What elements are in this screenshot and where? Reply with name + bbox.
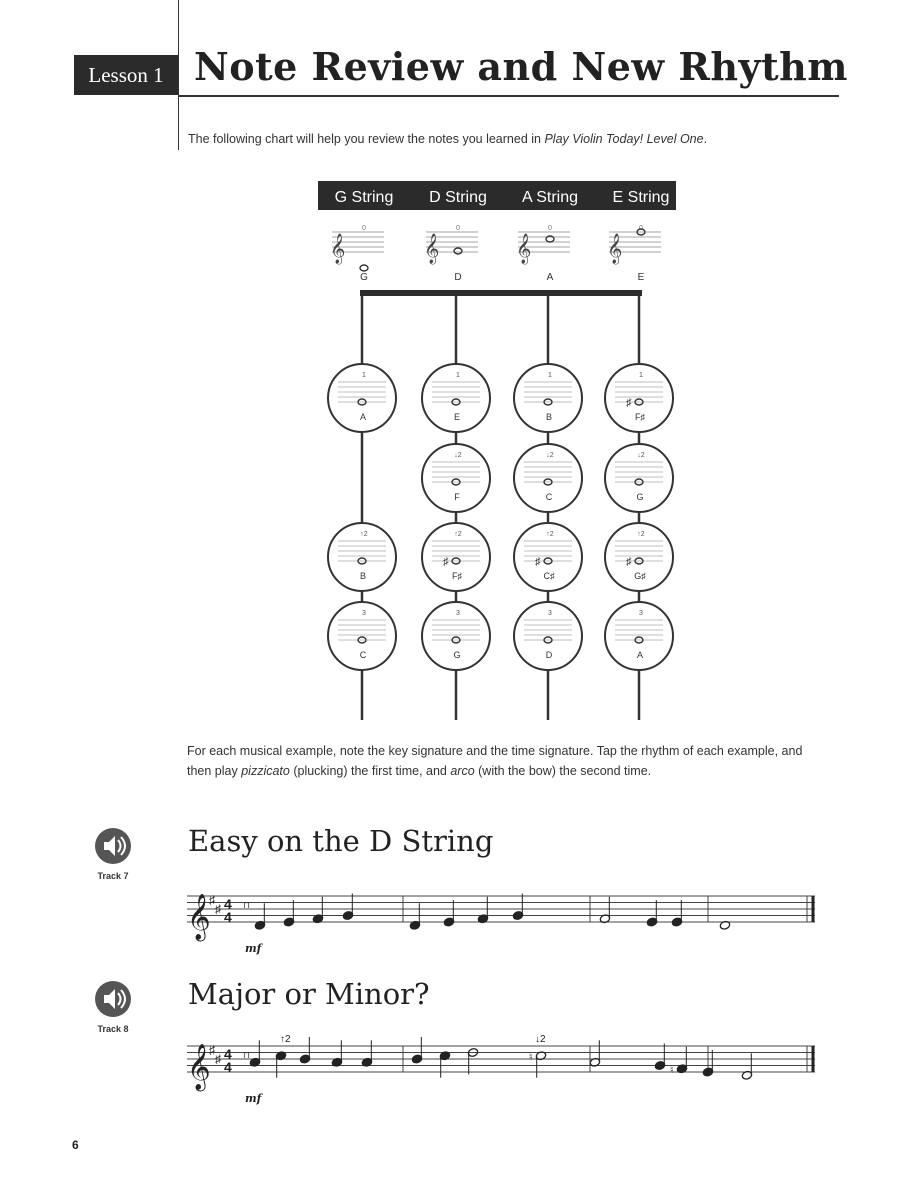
svg-text:3: 3 xyxy=(362,610,366,617)
svg-text:↓2: ↓2 xyxy=(454,452,462,459)
svg-text:3: 3 xyxy=(639,610,643,617)
instructions-paragraph: For each musical example, note the key signature and the time signature. Tap the rhythm of each example, and then play pizzicato (plucking) the first time, and arco (with the bow) the second time. xyxy=(187,744,803,778)
track-8-label: Track 8 xyxy=(97,1024,129,1034)
svg-text:𝄞: 𝄞 xyxy=(424,234,440,264)
string-finger-chart xyxy=(300,180,700,725)
svg-text:1: 1 xyxy=(456,372,460,379)
svg-text:F♯: F♯ xyxy=(452,571,462,581)
svg-text:♯: ♯ xyxy=(443,556,449,568)
note xyxy=(670,1047,688,1076)
open-string-staff-0 xyxy=(330,225,384,271)
time-top: 4 xyxy=(224,896,232,912)
time-top: 4 xyxy=(224,1046,232,1062)
svg-text:3: 3 xyxy=(456,610,460,617)
dynamic-mark: mf xyxy=(245,1092,262,1105)
svg-text:A: A xyxy=(359,412,367,422)
finger-note-1-0 xyxy=(422,364,490,432)
finger-note-0-2 xyxy=(328,523,396,591)
note xyxy=(671,900,682,927)
note xyxy=(254,903,265,930)
svg-text:1: 1 xyxy=(362,372,366,379)
svg-text:1: 1 xyxy=(639,372,643,379)
svg-text:0: 0 xyxy=(548,225,552,232)
note xyxy=(654,1044,665,1071)
staff-major-or-minor xyxy=(185,1028,825,1108)
svg-text:𝄞: 𝄞 xyxy=(330,234,346,264)
time-bottom: 4 xyxy=(224,909,232,925)
svg-text:C♯: C♯ xyxy=(543,571,555,581)
svg-text:𝄞: 𝄞 xyxy=(516,234,532,264)
svg-text:↑2: ↑2 xyxy=(360,531,368,538)
lesson-label: Lesson 1 xyxy=(74,55,178,95)
note xyxy=(599,897,610,924)
note xyxy=(275,1051,286,1078)
finger-note-3-2 xyxy=(605,523,673,591)
finger-note-2-2 xyxy=(514,523,582,591)
svg-text:G: G xyxy=(636,492,644,502)
note xyxy=(529,1051,547,1078)
svg-text:0: 0 xyxy=(456,225,460,232)
svg-text:♯: ♯ xyxy=(535,556,541,568)
string-header-3: E String xyxy=(612,189,670,206)
finger-note-3-1 xyxy=(605,444,673,512)
note xyxy=(589,1040,600,1067)
svg-text:0: 0 xyxy=(639,225,643,232)
note xyxy=(439,1051,450,1078)
open-note-2: A xyxy=(546,272,554,283)
note xyxy=(249,1040,260,1067)
svg-text:F: F xyxy=(454,492,460,502)
svg-text:G: G xyxy=(453,650,461,660)
svg-text:↓2: ↓2 xyxy=(546,452,554,459)
open-string-staff-3 xyxy=(607,225,661,265)
song-title-easy-on-d: Easy on the D String xyxy=(188,824,494,858)
svg-text:1: 1 xyxy=(548,372,552,379)
page-title: Note Review and New Rhythm xyxy=(194,44,849,89)
note xyxy=(443,900,454,927)
book-title: Play Violin Today! Level One xyxy=(544,132,704,146)
staff-easy-on-d xyxy=(185,878,825,958)
play-track-8-speaker-icon[interactable] xyxy=(95,981,131,1017)
finger-note-1-2 xyxy=(422,523,490,591)
finger-note-1-3 xyxy=(422,602,490,670)
note xyxy=(331,1040,342,1067)
svg-text:♯: ♯ xyxy=(626,397,632,409)
svg-text:↑2: ↑2 xyxy=(546,531,554,538)
note xyxy=(411,1037,422,1064)
finger-note-2-0 xyxy=(514,364,582,432)
finger-mark: ↓2 xyxy=(535,1034,546,1045)
note xyxy=(283,900,294,927)
title-underline xyxy=(178,95,839,97)
sharp-f: ♯ xyxy=(209,1043,215,1057)
header-vertical-rule xyxy=(178,0,179,150)
svg-text:B: B xyxy=(545,412,553,422)
finger-mark: ↑2 xyxy=(280,1034,291,1045)
note xyxy=(409,903,420,930)
finger-note-0-3 xyxy=(328,602,396,670)
note xyxy=(512,894,523,921)
open-note-1: D xyxy=(454,272,462,283)
svg-text:3: 3 xyxy=(548,610,552,617)
nut-bar xyxy=(360,290,642,296)
svg-text:↓2: ↓2 xyxy=(637,452,645,459)
intro-text: The following chart will help you review the notes you learned in Play Violin Today! Level One. xyxy=(188,132,708,146)
treble-clef: 𝄞 xyxy=(187,1044,211,1090)
svg-text:F♯: F♯ xyxy=(635,412,645,422)
note xyxy=(312,897,323,924)
time-bottom: 4 xyxy=(224,1059,232,1075)
svg-text:E: E xyxy=(453,412,461,422)
note xyxy=(477,897,488,924)
svg-text:0: 0 xyxy=(362,225,366,232)
finger-note-2-1 xyxy=(514,444,582,512)
track-7-label: Track 7 xyxy=(97,871,129,881)
finger-note-3-3 xyxy=(605,602,673,670)
down-bow: ⊓ xyxy=(243,900,251,910)
finger-note-0-0 xyxy=(328,364,396,432)
svg-text:♯: ♯ xyxy=(626,556,632,568)
note xyxy=(467,1047,478,1074)
svg-text:♮: ♮ xyxy=(670,1064,674,1076)
down-bow: ⊓ xyxy=(243,1050,251,1060)
note xyxy=(741,1053,752,1080)
svg-text:♮: ♮ xyxy=(529,1051,533,1063)
song-title-major-or-minor: Major or Minor? xyxy=(188,977,430,1011)
svg-text:𝄞: 𝄞 xyxy=(607,234,623,264)
svg-text:D: D xyxy=(545,650,553,660)
svg-text:G♯: G♯ xyxy=(634,571,646,581)
string-header-1: D String xyxy=(429,189,487,206)
note xyxy=(299,1037,310,1064)
note xyxy=(342,894,353,921)
finger-note-3-0 xyxy=(605,364,673,432)
svg-text:↑2: ↑2 xyxy=(637,531,645,538)
string-header-0: G String xyxy=(334,189,394,206)
finger-note-1-1 xyxy=(422,444,490,512)
sharp-c: ♯ xyxy=(215,902,221,916)
note xyxy=(646,900,657,927)
sharp-f: ♯ xyxy=(209,893,215,907)
svg-text:C: C xyxy=(545,492,553,502)
treble-clef: 𝄞 xyxy=(187,894,211,940)
svg-text:A: A xyxy=(636,650,644,660)
svg-text:B: B xyxy=(359,571,367,581)
string-header-2: A String xyxy=(521,189,579,206)
open-note-3: E xyxy=(637,272,645,283)
open-string-staff-2 xyxy=(516,225,570,265)
open-note-0: G xyxy=(360,272,368,283)
page-number: 6 xyxy=(72,1138,79,1152)
open-string-staff-1 xyxy=(424,225,478,265)
sharp-c: ♯ xyxy=(215,1052,221,1066)
svg-text:C: C xyxy=(359,650,367,660)
dynamic-mark: mf xyxy=(245,942,262,955)
play-track-7-speaker-icon[interactable] xyxy=(95,828,131,864)
svg-text:↑2: ↑2 xyxy=(454,531,462,538)
finger-note-2-3 xyxy=(514,602,582,670)
note xyxy=(361,1040,372,1067)
